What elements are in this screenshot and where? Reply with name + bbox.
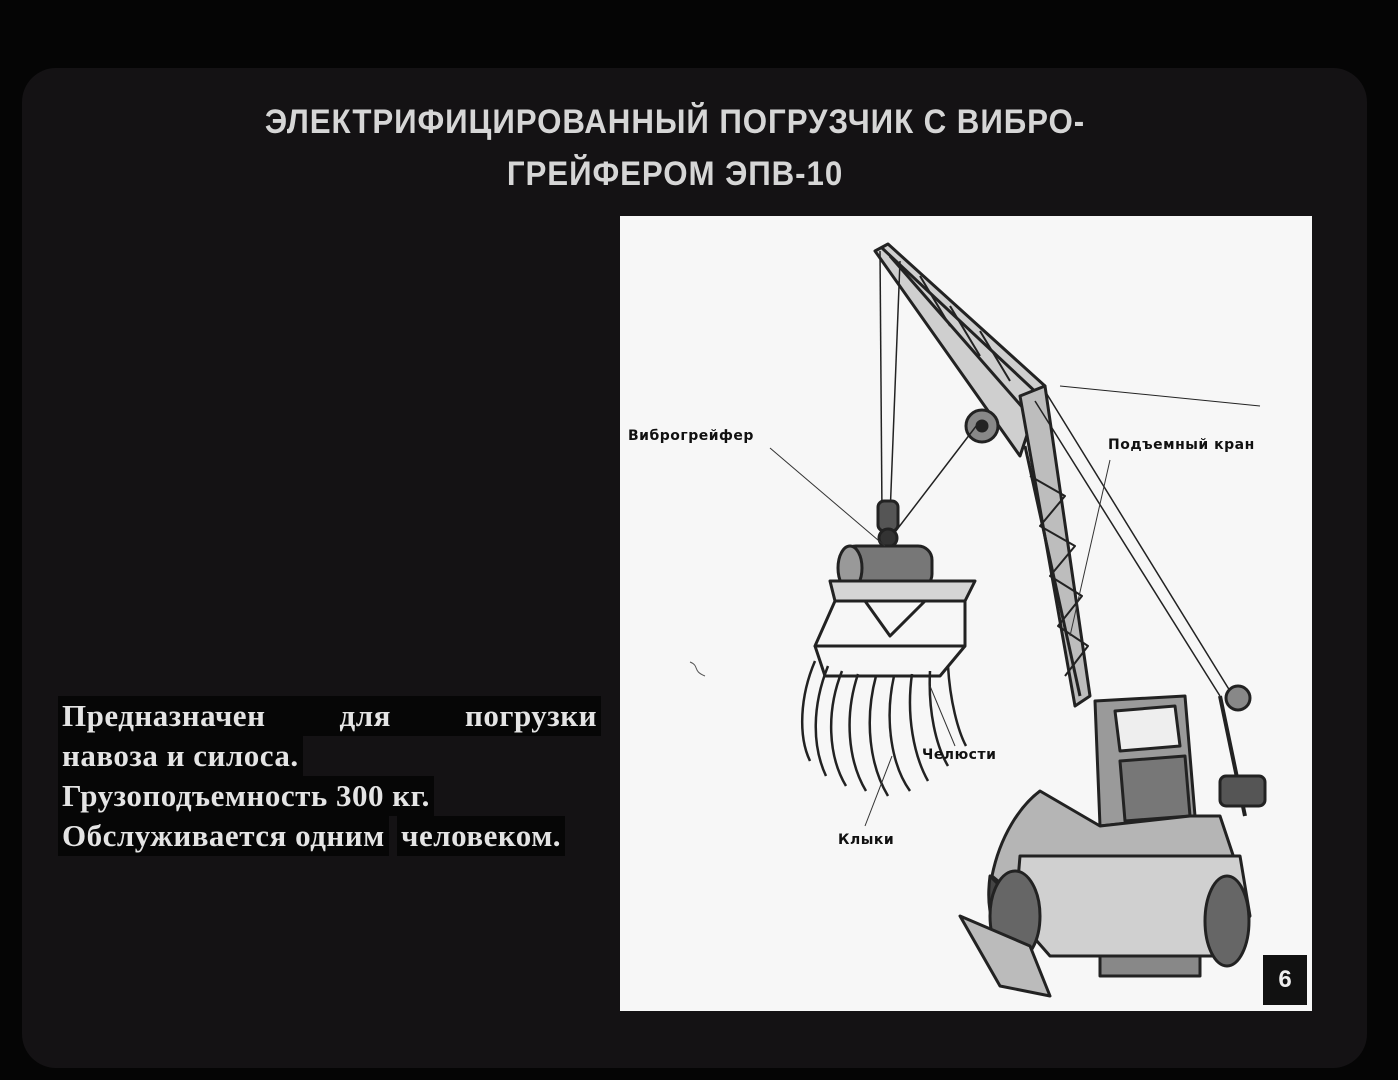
description-text xyxy=(58,696,603,856)
label-tines: Клыки xyxy=(838,832,895,848)
illustration-panel xyxy=(620,216,1312,1011)
hook xyxy=(878,501,898,547)
title-line-2: ГРЕЙФЕРОМ ЭПВ-10 xyxy=(506,155,844,193)
label-crane: Подъемный кран xyxy=(1108,437,1255,453)
truck xyxy=(960,686,1265,996)
description-line-3: Грузоподъемность 300 кг. xyxy=(58,776,434,816)
label-jaws: Челюсти xyxy=(922,747,997,763)
title-line-1: ЭЛЕКТРИФИЦИРОВАННЫЙ ПОГРУЗЧИК С ВИБРО- xyxy=(264,103,1086,141)
description-line-4: Обслуживается одним xyxy=(58,816,389,856)
slide-title xyxy=(164,96,1185,200)
crane-boom xyxy=(875,244,1260,706)
description-line-1: Предназначен для погрузки xyxy=(58,696,601,736)
description-line-2: навоза и силоса. xyxy=(58,736,303,776)
label-vibrograbber: Виброгрейфер xyxy=(628,428,754,444)
page-number: 6 xyxy=(1263,955,1307,1005)
description-line-5: человеком. xyxy=(397,816,565,856)
loader-illustration xyxy=(620,216,1312,1011)
